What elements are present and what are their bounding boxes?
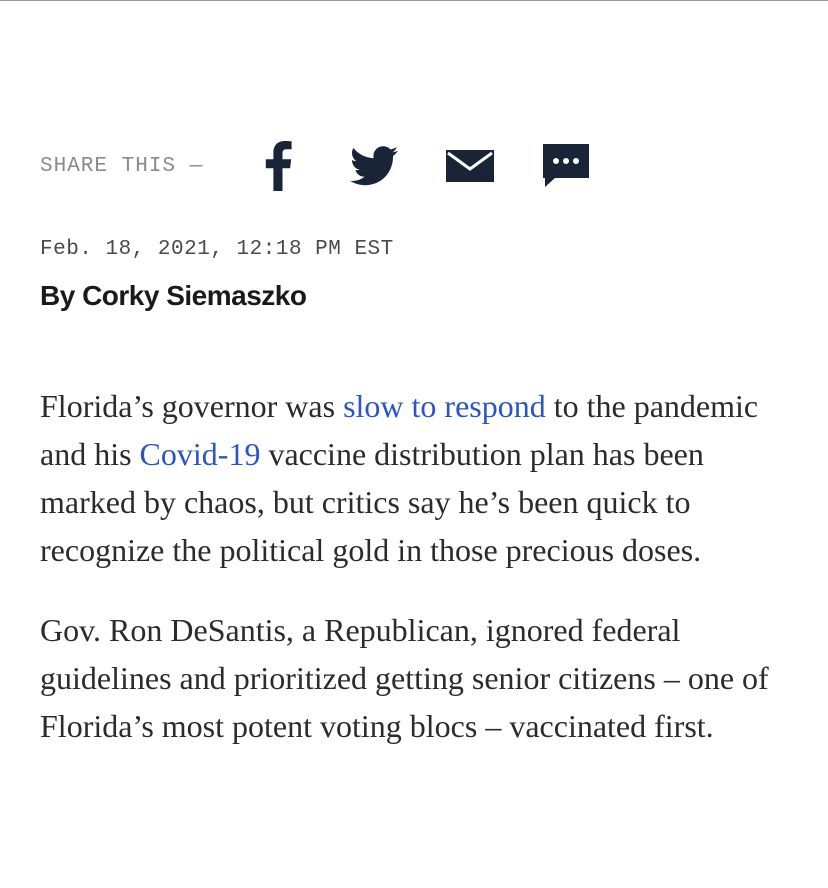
article-paragraph: Gov. Ron DeSantis, a Republican, ignored federal guidelines and prioritized getting senior citizens – one of Florida’s most potent voting blocs – vaccinated first. xyxy=(40,612,769,744)
facebook-icon xyxy=(263,141,293,191)
paragraph-text: Florida’s governor was xyxy=(40,388,344,424)
twitter-share-button[interactable] xyxy=(348,140,400,192)
previous-content-edge xyxy=(0,0,828,6)
sms-icon xyxy=(543,144,589,188)
slow-to-respond-link[interactable]: slow to respond xyxy=(343,388,546,424)
publish-timestamp: Feb. 18, 2021, 12:18 PM EST xyxy=(40,238,394,261)
email-icon xyxy=(446,150,494,182)
article-body xyxy=(40,382,800,782)
article-paragraph xyxy=(40,382,800,574)
share-label: SHARE THIS — xyxy=(40,154,204,178)
covid-19-link[interactable]: Covid-19 xyxy=(139,436,261,472)
twitter-icon xyxy=(350,146,398,186)
author-byline: By Corky Siemaszko xyxy=(40,280,307,311)
paragraph-text: vaccine distribution plan has been marked by chaos, but critics say he’s been quick to recognize the political gold in those precious doses. xyxy=(40,436,704,568)
email-share-button[interactable] xyxy=(444,140,496,192)
paragraph-text: to the pandemic and his xyxy=(40,388,759,472)
share-bar xyxy=(40,140,636,192)
sms-share-button[interactable] xyxy=(540,140,592,192)
top-divider xyxy=(0,0,828,1)
facebook-share-button[interactable] xyxy=(252,140,304,192)
